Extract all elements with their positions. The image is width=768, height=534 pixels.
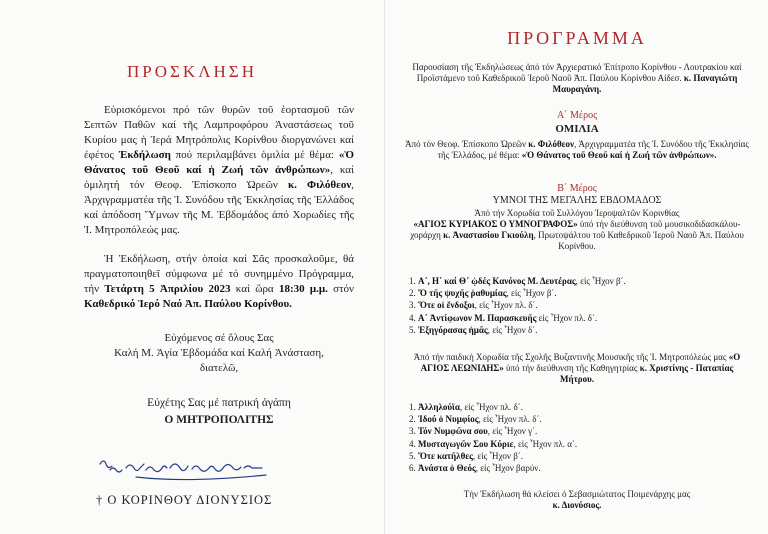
list-item: 1. Ἀλληλούϊα, εἰς Ἦχον πλ. δ΄. [409, 402, 524, 412]
program-page [384, 0, 768, 534]
event-venue: Καθεδρικό Ἱερό Ναό Ἀπ. Παύλου Κορίνθου. [84, 298, 292, 310]
list-item: 4. Μυσταγωγῶν Σου Κύριε, εἰς Ἦχον πλ. α΄. [409, 438, 578, 449]
closing-block: Εὐχέτης Σας μέ πατρική ἀγάπη Ο ΜΗΤΡΟΠΟΛΙΤΗΣ [84, 396, 354, 428]
list-item: 3. Ὅτε οἱ ἔνδοξοι, εἰς Ἦχον πλ. δ΄. [409, 300, 538, 311]
list-item: 1. Α΄, Η΄ καί Θ΄ ᾠδές Κανόνος Μ. Δευτέρας, εἰς Ἦχον β΄. [409, 276, 626, 286]
list-item: 5. Ὅτε κατῆλθες, εἰς Ἦχον β΄. [409, 450, 524, 461]
invitation-paragraph-1: Εὑρισκόμενοι πρό τῶν θυρῶν τοῦ ἑορτασμοῦ τῶν Σεπτῶν Παθῶν καί τῆς Λαμπροφόρου Ἀναστάσεως τοῦ Κυρίου μας ἡ Ἱερά Μητρόπολις Κορίνθου διοργανώνει καί ἐφέτος Ἐκδήλωση πού περιλαμβάνει ὁμιλία μέ θέμα: «Ὁ Θάνατος τοῦ Θεοῦ καί ἡ Ζωή τῶν ἀνθρώπων», καί ὁμιλητή τόν Θεοφ. Ἐπίσκοπο Ὠρεῶν κ. Φιλόθεον, Ἀρχιγραμματέα τῆς Ἱ. Συνόδου τῆς Ἐκκλησίας τῆς Ἑλλάδος καί ἀπόδοση Ὕμνων τῆς Μ. Ἑβδομάδος ἀπό Χορωδίες τῆς Ἱ. Μητροπόλεώς μας. [84, 104, 354, 236]
wishes-block: Εὐχόμενος σέ ὅλους Σας Καλή Μ. Ἁγία Ἑβδομάδα καί Καλή Ἀνάσταση, διατελῶ, [114, 332, 324, 374]
speaker-name: κ. Φιλόθεον [287, 179, 352, 191]
metropolitan-title: Ο ΜΗΤΡΟΠΟΛΙΤΗΣ [164, 414, 274, 426]
program-intro: Παρουσίαση τῆς Ἐκδηλώσεως ἀπό τόν Ἀρχιερατικό Ἐπίτροπο Κορίνθου - Λουτρακίου καί Προϊστάμενο τοῦ Καθεδρικοῦ Ἱεροῦ Ναοῦ Ἀπ. Παύλου Κορίνθου Αἰδεσ. κ. Παναγιώτη Μαυραγάνη. [412, 62, 742, 94]
part-a-label: Α΄ Μέρος [556, 110, 598, 121]
handwritten-signature [96, 456, 276, 484]
invitation-title: ΠΡΟΣΚΛΗΣΗ [127, 62, 257, 81]
list-item: 2. Ὅ τῆς ψυχῆς ῥαθυμίας, εἰς Ἦχον β΄. [409, 288, 557, 299]
lecture-topic: «Ὁ Θάνατος τοῦ Θεοῦ καί ἡ Ζωή τῶν ἀνθρώπων» [84, 149, 354, 176]
list-item: 2. Ἰδού ὁ Νυμφίος, εἰς Ἦχον πλ. δ΄. [409, 414, 542, 425]
part-a-text: Ἀπό τόν Θεοφ. Ἐπίσκοπο Ὠρεῶν κ. Φιλόθεον, Ἀρχιγραμματέα τῆς Ἱ. Συνόδου τῆς Ἐκκλησίας τῆς Ἑλλάδος, μέ θέμα: «Ὁ Θάνατος τοῦ Θεοῦ καί ἡ Ζωή τῶν ἀνθρώπων». [405, 139, 749, 160]
part-b-title: ΥΜΝΟΙ ΤΗΣ ΜΕΓΑΛΗΣ ΕΒΔΟΜΑΔΟΣ [492, 195, 662, 206]
event-time: 18:30 μ.μ. [278, 283, 328, 295]
event-date: Τετάρτη 5 Ἀπριλίου 2023 [104, 283, 231, 295]
hymn-list-1 [409, 275, 739, 336]
event-highlight: Ἐκδήλωση [118, 149, 171, 161]
choir-2-text: Ἀπό τήν παιδική Χορωδία τῆς Σχολῆς Βυζαντινῆς Μουσικῆς τῆς Ἱ. Μητροπόλεώς μας «Ο ΑΓΙΟΣ ΛΕΩΝΙΔΗΣ» ὑπό τήν διεύθυνση τῆς Καθηγητρίας κ. Χριστίνης - Παταπίας Μήτρου. [413, 352, 741, 384]
hymn-list-2 [409, 401, 739, 474]
list-item: 3. Τόν Νυμφῶνα σου, εἰς Ἦχον γ΄. [409, 426, 538, 437]
part-a-title: ΟΜΙΛΙΑ [555, 123, 599, 135]
choir-1-text: Ἀπό τήν Χορωδία τοῦ Συλλόγου Ἱεροψαλτῶν Κορινθίας «ΑΓΙΟΣ ΚΥΡΙΑΚΟΣ Ο ΥΜΝΟΓΡΑΦΟΣ» ὑπό τήν διεύθυνση τοῦ μουσικοδιδασκάλου-χοράρχη κ. Ἀναστασίου Γκιούλη, Πρωτοψάλτου τοῦ Καθεδρικοῦ Ἱεροῦ Ναοῦ Ἀπ. Παύλου Κορίνθου. [410, 208, 744, 251]
list-item: 4. Α΄ Ἀντίφωνον Μ. Παρασκευῆς εἰς Ἦχον πλ. δ΄. [409, 312, 598, 323]
invitation-paragraph-2: Ἡ Ἐκδήλωση, στήν ὁποία καί Σᾶς προσκαλοῦμε, θά πραγματοποιηθεῖ σύμφωνα μέ τό συνημμένο Πρόγραμμα, τήν Τετάρτη 5 Ἀπριλίου 2023 καί ὥρα 18:30 μ.μ. στόν Καθεδρικό Ἱερό Ναό Ἀπ. Παύλου Κορίνθου. [84, 253, 354, 310]
part-b-label: Β΄ Μέρος [557, 183, 597, 194]
signature-name: † Ο ΚΟΡΙΝΘΟΥ ΔΙΟΝΥΣΙΟΣ [96, 493, 273, 507]
program-title: ΠΡΟΓΡΑΜΜΑ [507, 28, 647, 48]
program-closing: Τήν Ἐκδήλωση θά κλείσει ὁ Σεβασμιώτατος Ποιμενάρχης μας κ. Διονύσιος. [463, 489, 691, 510]
presenter-name: κ. Παναγιώτη Μαυραγάνη. [552, 73, 738, 94]
list-item: 5. Ἐξηγόρασας ἡμᾶς, εἰς Ἦχον δ΄. [409, 324, 538, 335]
list-item: 6. Ἀνάστα ὁ Θεός, εἰς Ἦχον βαρύν. [409, 463, 541, 474]
